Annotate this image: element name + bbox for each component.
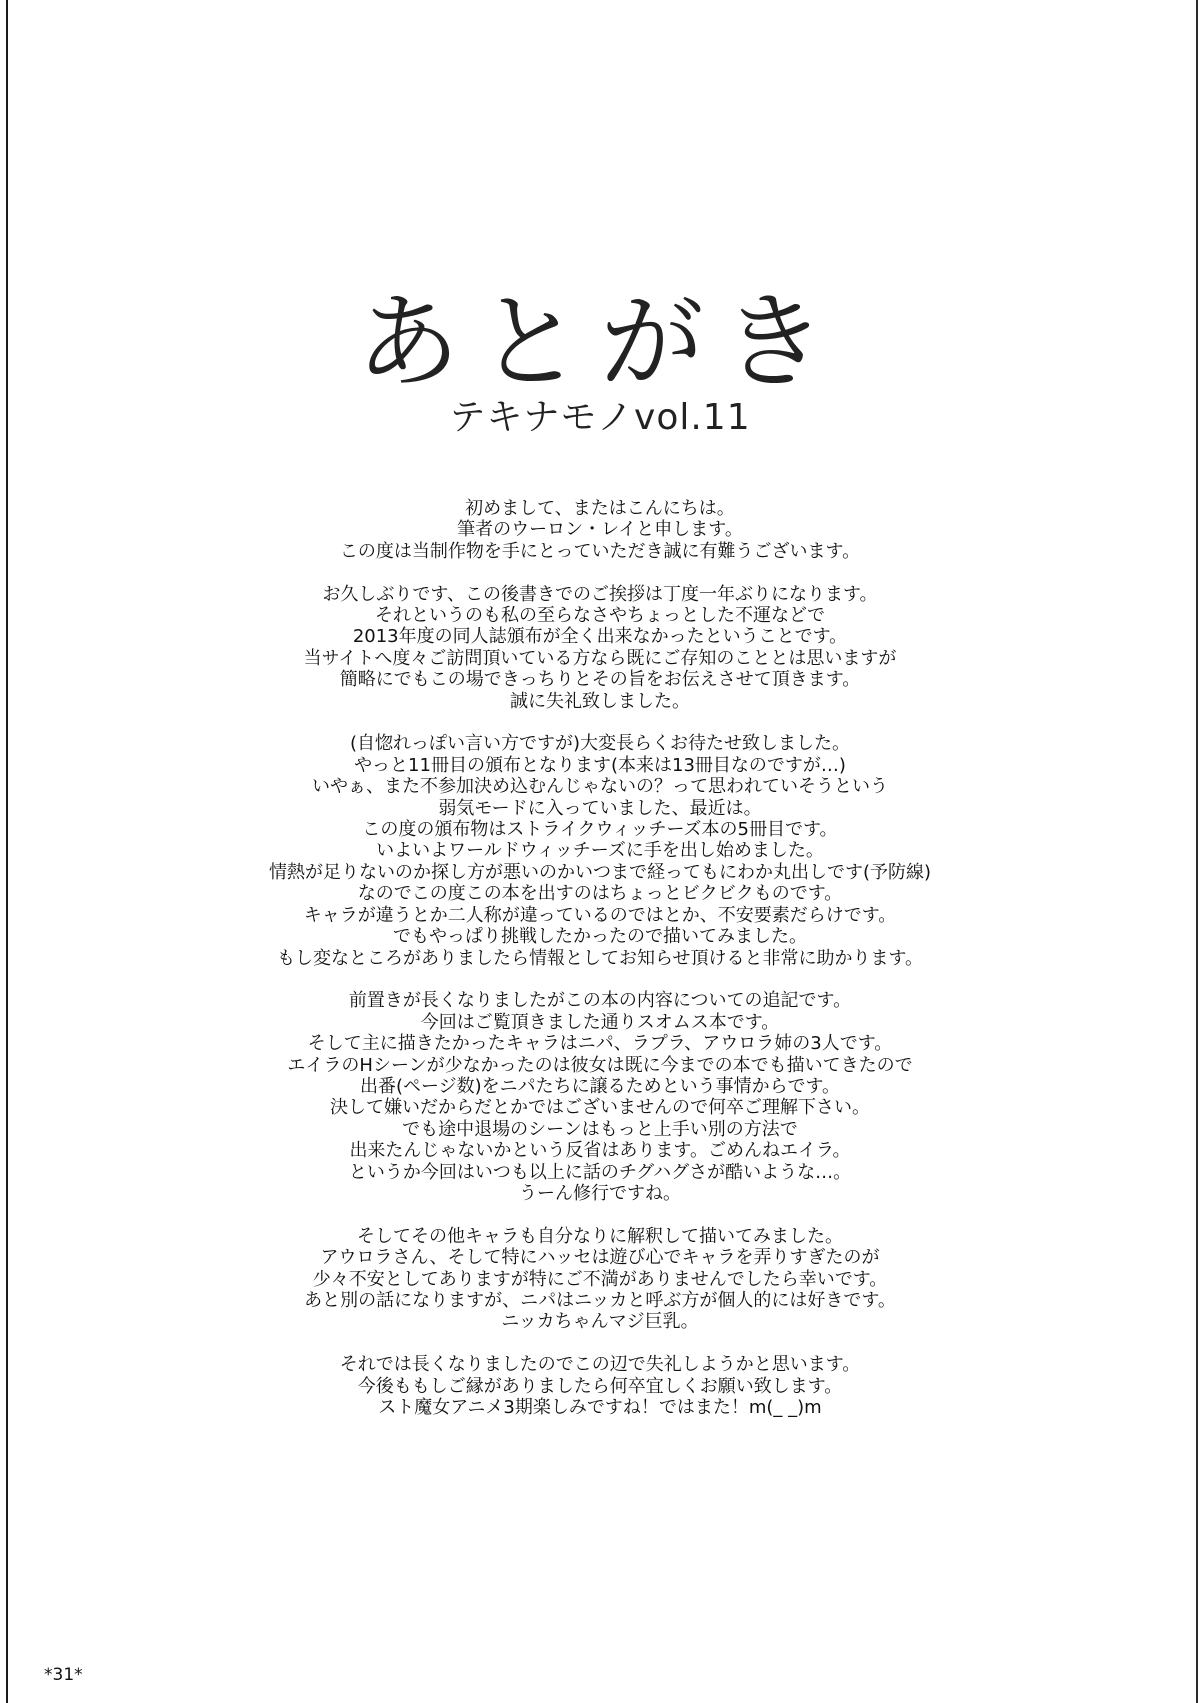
text-line: そしてその他キャラも自分なりに解釈して描いてみました。: [357, 1225, 843, 1247]
text-line: いよいよワールドウィッチーズに手を出し始めました。: [376, 840, 824, 862]
text-line: 今後ももしご縁がありましたら何卒宜しくお願い致します。: [357, 1375, 843, 1397]
paragraph: [40, 1226, 1160, 1333]
page-subtitle: テキナモノvol.11: [449, 397, 751, 438]
text-line: あと別の話になりますが、ニパはニッカと呼ぶ方が個人的には好きです。: [304, 1289, 896, 1311]
text-line: 初めまして、またはこんにちは。: [465, 498, 735, 519]
text-line: この度は当制作物を手にとっていただき誠に有難うございます。: [339, 540, 861, 562]
text-line: ニッカちゃんマジ巨乳。: [501, 1311, 699, 1333]
paragraph: [40, 1354, 1160, 1418]
text-line: というか今回はいつも以上に話のチグハグさが酷いような…。: [348, 1161, 852, 1183]
text-line: スト魔女アニメ3期楽しみですね！ではまた！m(_ _)m: [378, 1396, 822, 1418]
text-line: 出来たんじゃないかという反省はあります。ごめんねエイラ。: [349, 1140, 851, 1162]
text-line: 筆者のウーロン・レイと申します。: [457, 519, 743, 541]
text-line: でもやっぱり挑戦したかったので描いてみました。: [393, 926, 807, 948]
text-line: それというのも私の至らなさやちょっとした不運などで: [375, 605, 825, 627]
afterword-body: [40, 498, 1160, 1440]
text-line: (自惚れっぽい言い方ですが)大変長らくお待たせ致しました。: [349, 733, 851, 755]
text-line: キャラが違うとか二人称が違っているのではとか、不安要素だらけです。: [303, 904, 897, 926]
text-line: やっと11冊目の頒布となります(本来は13冊目なのですが…): [354, 754, 846, 776]
page-title: あとがき: [355, 281, 844, 403]
text-line: アウロラさん、そして特にハッセは遊び心でキャラを弄りすぎたのが: [320, 1247, 880, 1269]
text-line: エイラのHシーンが少なかったのは彼女は既に今までの本でも描いてきたので: [287, 1054, 913, 1076]
text-line: もし変なところがありましたら情報としてお知らせ頂けると非常に助かります。: [276, 947, 924, 969]
paragraph: [40, 498, 1160, 562]
text-line: そして主に描きたかったキャラはニパ、ラプラ、アウロラ姉の3人です。: [307, 1033, 893, 1055]
text-line: 少々不安としてありますが特にご不満がありませんでしたら幸いです。: [312, 1268, 888, 1290]
paragraph: [40, 584, 1160, 712]
text-line: いやぁ、また不参加決め込むんじゃないの？って思われていそうという: [312, 776, 888, 798]
text-line: 決して嫌いだからだとかではございませんので何卒ご理解下さい。: [330, 1097, 870, 1119]
text-line: 前置きが長くなりましたがこの本の内容についての追記です。: [348, 990, 852, 1012]
text-line: 当サイトへ度々ご訪問頂いている方なら既にご存知のこととは思いますが: [303, 647, 897, 669]
text-line: それでは長くなりましたのでこの辺で失礼しようかと思います。: [339, 1354, 861, 1376]
paragraph: [40, 733, 1160, 968]
text-line: なのでこの度この本を出すのはちょっとビクビクものです。: [357, 883, 843, 905]
text-line: 出番(ページ数)をニパたちに譲るためという事情からです。: [359, 1075, 841, 1097]
scan-edge-right: [1196, 0, 1198, 1703]
scan-edge-left: [6, 0, 8, 1703]
text-line: でも途中退場のシーンはもっと上手い別の方法で: [402, 1118, 798, 1140]
text-line: 弱気モードに入っていました、最近は。: [438, 797, 762, 819]
paragraph: [40, 990, 1160, 1204]
text-line: 簡略にでもこの場できっちりとその旨をお伝えさせて頂きます。: [339, 669, 861, 691]
text-line: 2013年度の同人誌頒布が全く出来なかったということです。: [352, 626, 848, 648]
text-line: 情熱が足りないのか探し方が悪いのかいつまで経ってもにわか丸出しです(予防線): [268, 861, 932, 883]
text-line: この度の頒布物はストライクウィッチーズ本の5冊目です。: [362, 819, 838, 841]
text-line: 今回はご覧頂きました通りスオムス本です。: [420, 1011, 780, 1033]
text-line: お久しぶりです、この後書きでのご挨拶は丁度一年ぶりになります。: [322, 583, 878, 605]
text-line: 誠に失礼致しました。: [510, 690, 690, 712]
page-number: *31*: [44, 1665, 83, 1685]
text-line: うーん修行ですね。: [519, 1182, 681, 1204]
